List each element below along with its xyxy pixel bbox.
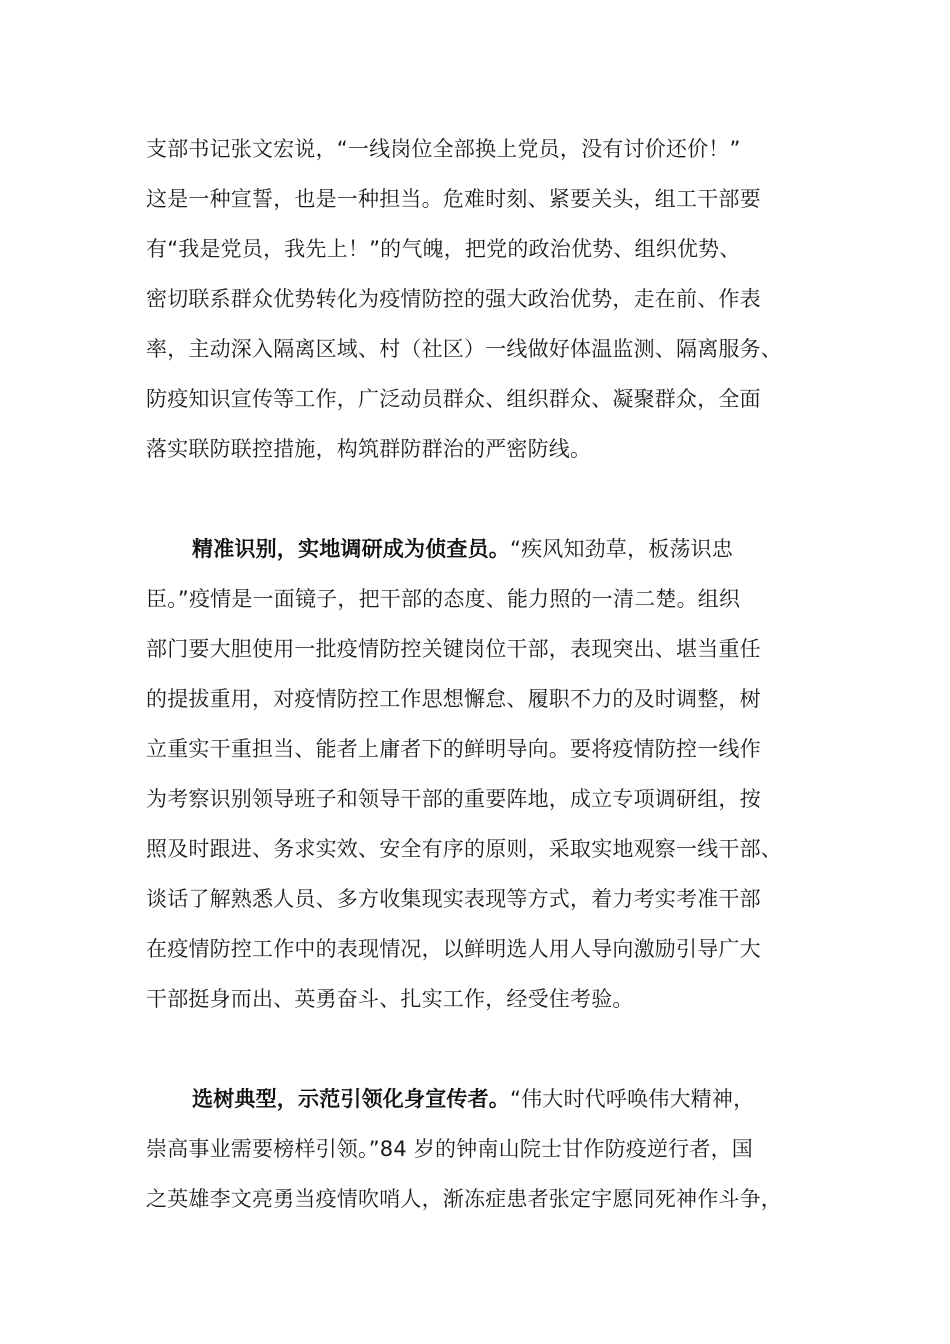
paragraph-heading: 精准识别，实地调研成为侦查员。: [192, 537, 510, 561]
text-line: 部门要大胆使用一批疫情防控关键岗位干部，表现突出、堪当重任: [146, 637, 761, 661]
paragraph-first-line: [146, 524, 836, 574]
text-line: 之英雄李文亮勇当疫情吹哨人，渐冻症患者张定宇愿同死神作斗争，: [146, 1187, 782, 1211]
paragraph-2: [146, 524, 836, 1024]
text-line: 立重实干重担当、能者上庸者下的鲜明导向。要将疫情防控一线作: [146, 737, 761, 761]
text-line: 落实联防联控措施，构筑群防群治的严密防线。: [146, 437, 592, 461]
text-line: 防疫知识宣传等工作，广泛动员群众、组织群众、凝聚群众，全面: [146, 387, 761, 411]
text-run: “伟大时代呼唤伟大精神，: [510, 1087, 755, 1111]
text-line: 这是一种宣誓，也是一种担当。危难时刻、紧要关头，组工干部要: [146, 187, 761, 211]
text-line: 为考察识别领导班子和领导干部的重要阵地，成立专项调研组，按: [146, 787, 761, 811]
text-line: 的提拔重用，对疫情防控工作思想懈怠、履职不力的及时调整，树: [146, 687, 761, 711]
paragraph-first-line: [146, 1074, 836, 1124]
text-line: 干部挺身而出、英勇奋斗、扎实工作，经受住考验。: [146, 987, 634, 1011]
text-run: “疾风知劲草，板荡识忠: [510, 537, 734, 561]
text-line: 崇高事业需要榜样引领。”84 岁的钟南山院士甘作防疫逆行者，国: [146, 1137, 753, 1161]
text-line: 率，主动深入隔离区域、村（社区）一线做好体温监测、隔离服务、: [146, 337, 782, 361]
text-line: 在疫情防控工作中的表现情况，以鲜明选人用人导向激励引导广大: [146, 937, 761, 961]
paragraph-1: [146, 124, 836, 474]
paragraph-3: [146, 1074, 836, 1224]
text-line: 照及时跟进、务求实效、安全有序的原则，采取实地观察一线干部、: [146, 837, 782, 861]
text-line: 臣。”疫情是一面镜子，把干部的态度、能力照的一清二楚。组织: [146, 587, 741, 611]
paragraph-heading: 选树典型，示范引领化身宣传者。: [192, 1087, 510, 1111]
text-line: 支部书记张文宏说，“一线岗位全部换上党员，没有讨价还价！”: [146, 137, 741, 161]
text-line: 密切联系群众优势转化为疫情防控的强大政治优势，走在前、作表: [146, 287, 761, 311]
text-line: 有“我是党员，我先上！”的气魄，把党的政治优势、组织优势、: [146, 237, 741, 261]
text-line: 谈话了解熟悉人员、多方收集现实表现等方式，着力考实考准干部: [146, 887, 761, 911]
